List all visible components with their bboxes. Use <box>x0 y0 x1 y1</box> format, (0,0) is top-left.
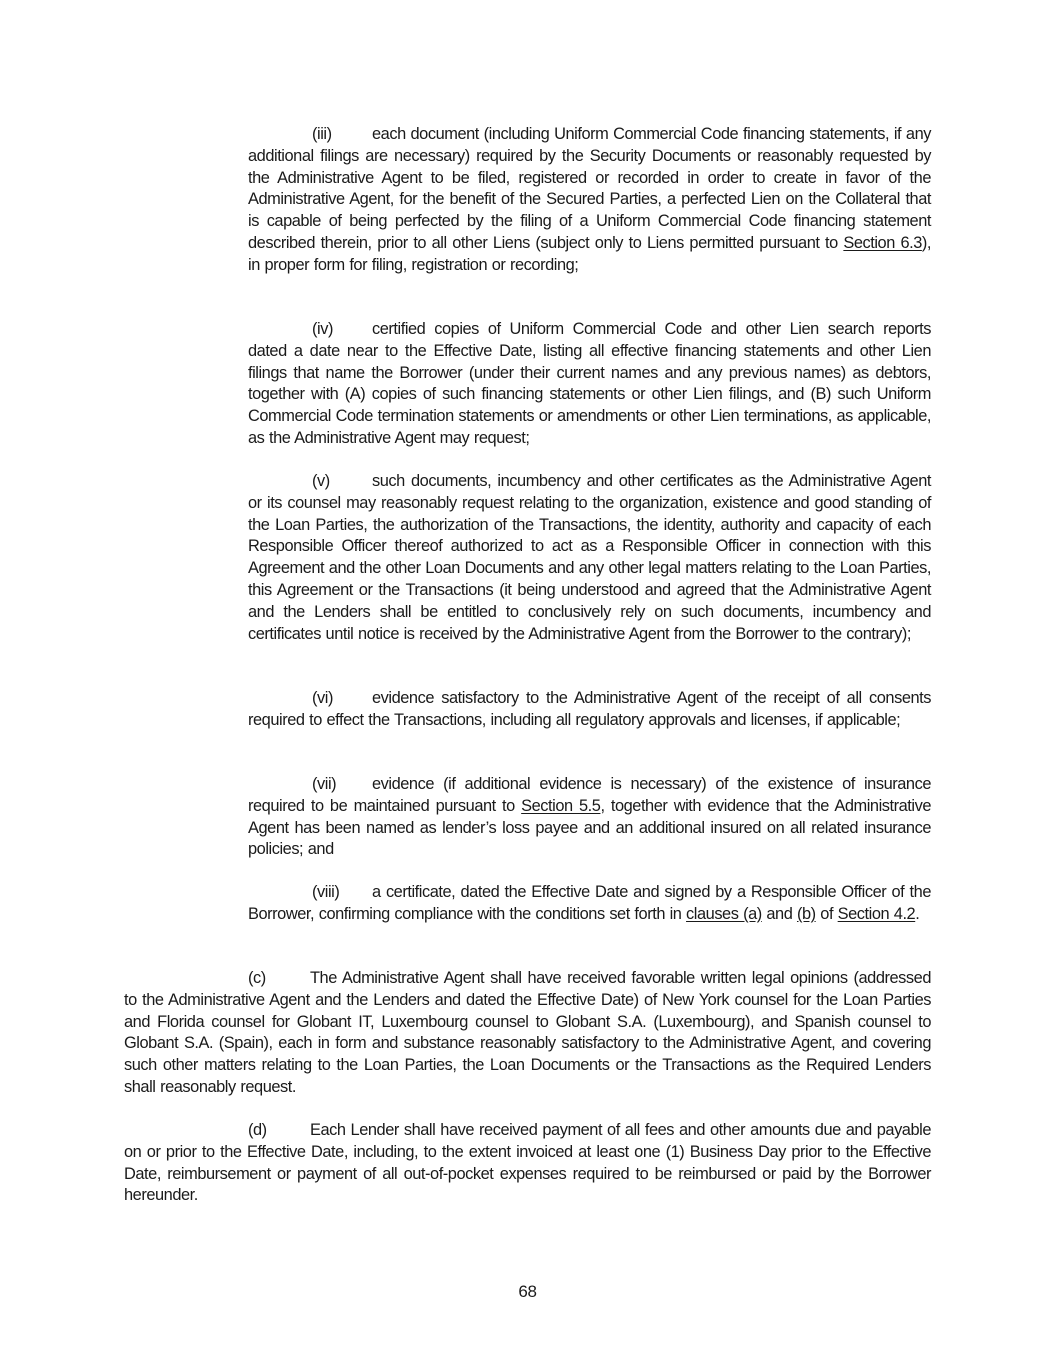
clause-label: (d) <box>248 1121 267 1139</box>
clause-d: (d) Each Lender shall have received payment of all fees and other amounts due and payable on or prior to the Effective Date, including, to the extent invoiced at least one (1) Business Day prior to the Effective Date, reimbursement or payment of all out-of-pocket expenses required to be reimbursed or paid by the Borrower hereunder. <box>124 1121 931 1205</box>
clause-v: (v) such documents, incumbency and other certificates as the Administrative Agent or its counsel may reasonably request relating to the organization, existence and good standing of the Loan Parties, the authorization of the Transactions, the identity, authority and capacity of each Responsible Officer thereof authorized to act as a Responsible Officer in connection with this Agreement and the other Loan Documents and any other legal matters relating to the Loan Parties, this Agreement or the Transactions (it being understood and agreed that the Administrative Agent and the Lenders shall be entitled to conclusively rely on such documents, incumbency and certificates until notice is received by the Administrative Agent from the Borrower to the contrary); <box>248 472 931 643</box>
clause-viii: (viii) a certificate, dated the Effective Date and signed by a Responsible Officer of the Borrower, confirming compliance with the conditions set forth in clauses (a) and (b) of Section 4.2. <box>248 883 931 923</box>
clause-iv: (iv) certified copies of Uniform Commercial Code and other Lien search reports dated a date near to the Effective Date, listing all effective financing statements and other Lien filings that name the Borrower (under their current names and any previous names) as debtors, together with (A) copies of such financing statements or other Lien filings, and (B) such Uniform Commercial Code termination statements or amendments or other Lien terminations, as applicable, as the Administrative Agent may request; <box>248 320 931 447</box>
clause-label: (iii) <box>312 125 332 143</box>
clause-label: (iv) <box>312 320 333 338</box>
clause-reference: clauses (a) <box>686 904 762 923</box>
clause-vii: (vii) evidence (if additional evidence is necessary) of the existence of insurance required to be maintained pursuant to Section 5.5, together with evidence that the Administrative Agent has been named as lender’s loss payee and an additional insured on all related insurance policies; and <box>248 775 932 859</box>
clause-iii: (iii) each document (including Uniform Commercial Code financing statements, if any additional filings are necessary) required by the Security Documents or reasonably requested by the Administrative Agent to be filed, registered or recorded in order to create in favor of the Administrative Agent, for the benefit of the Secured Parties, a perfected Lien on the Collateral that is capable of being perfected by the filing of a Uniform Commercial Code financing statement described therein, prior to all other Liens (subject only to Liens permitted pursuant to Section 6.3), in proper form for filing, registration or recording; <box>248 125 932 274</box>
clause-label: (vii) <box>312 775 337 793</box>
section-reference: Section 6.3 <box>843 233 922 252</box>
section-reference: Section 5.5 <box>521 796 601 815</box>
clause-label: (c) <box>248 969 266 987</box>
section-reference: Section 4.2 <box>837 904 916 923</box>
page-number: 68 <box>518 1282 537 1301</box>
clause-reference: (b) <box>796 904 816 923</box>
clause-label: (viii) <box>312 883 340 901</box>
clause-c: (c) The Administrative Agent shall have received favorable written legal opinions (addressed to the Administrative Agent and the Lenders and dated the Effective Date) of New York counsel for the Loan Parties and Florida counsel for Globant IT, Luxembourg counsel to Globant S.A. (Luxembourg), and Spanish counsel to Globant S.A. (Spain), each in form and substance reasonably satisfactory to the Administrative Agent, and covering such other matters relating to the Loan Parties, the Loan Documents or the Transactions as the Required Lenders shall reasonably request. <box>124 969 931 1096</box>
clause-label: (v) <box>312 472 330 490</box>
clause-label: (vi) <box>312 689 333 707</box>
clause-vi: (vi) evidence satisfactory to the Administrative Agent of the receipt of all consents required to effect the Transactions, including all regulatory approvals and licenses, if applicable; <box>248 689 931 729</box>
